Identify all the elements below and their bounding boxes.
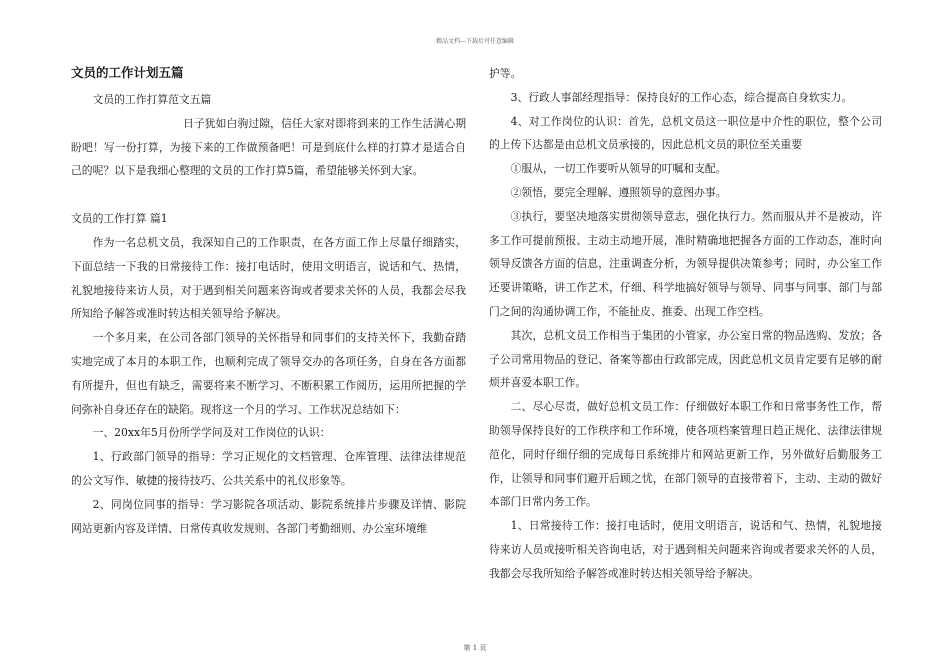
intro-paragraph: 日子犹如白驹过隙，信任大家对即将到来的工作生活满心期盼吧！写一份打算，为接下来的工作做预备吧！可是到底什么样的打算才是适合自己的呢？以下是我细心整理的文员的工作打算5篇，希望能够关怀到大家。 xyxy=(71,116,466,178)
body-paragraph: 其次，总机文员工作相当于集团的小管家，办公室日常的物品选购、发放；各子公司常用物品的登记、备案等都由行政部完成，因此总机文员肯定要有足够的耐烦并喜爱本职工作。 xyxy=(489,328,882,390)
body-paragraph: 护等。 xyxy=(489,67,522,80)
body-paragraph: 一、20xx年5月份所学学问及对工作岗位的认识： xyxy=(92,426,331,440)
list-item: ①服从，一切工作要听从领导的叮嘱和支配。 xyxy=(510,162,727,176)
body-paragraph: 4、对工作岗位的认识：首先，总机文员这一职位是中介性的职位，整个公司的上传下达都是由总机文员承接的，因此总机文员的职位至关重要 xyxy=(489,114,882,152)
section-heading: 文员的工作打算 篇1 xyxy=(71,212,168,226)
body-paragraph: 二、尽心尽责，做好总机文员工作：仔细做好本职工作和日常事务性工作，帮助领导保持良好的工作秩序和工作环境，使各项档案管理日趋正规化、法律法律规范化，同时仔细仔细的完成每日系统排片和网站更新工作，另外做好后勤服务工作，让领导和同事们避开后顾之忧，在部门领导的直接带着下，主动、主动的做好本部门日常内务工作。 xyxy=(489,400,882,509)
body-paragraph: 3、行政人事部经理指导：保持良好的工作心态，综合提高自身软实力。 xyxy=(510,90,853,104)
list-item: ③执行，要坚决地落实贯彻领导意志，强化执行力。然而服从并不是被动，许多工作可提前预报、主动主动地开展，准时精确地把握各方面的工作动态，准时向领导反馈各方面的信息，注重调查分析，为领导提供决策参考；同时，办公室工作还要讲策略，讲工作艺术，仔细、科学地搞好领导与领导、同事与同事、部门与部门之间的沟通协调工作，不能扯皮、推委、出现工作空档。 xyxy=(489,209,882,318)
left-column xyxy=(71,62,466,540)
page-header: 精品文档---下载后可任意编辑 xyxy=(435,38,515,45)
right-column xyxy=(489,62,882,586)
body-paragraph: 作为一名总机文员，我深知自己的工作职责，在各方面工作上尽量仔细踏实，下面总结一下我的日常接待工作：接打电话时，使用文明语言，说话和气、热情，礼貌地接待来访人员，对于遇到相关问题来咨询或者要求关怀的人员，我都会尽我所知给予解答或准时转达相关领导给予解决。 xyxy=(71,235,466,321)
document-title: 文员的工作计划五篇 xyxy=(71,65,184,80)
page-number: 第 1 页 xyxy=(463,644,487,652)
subtitle-paragraph: 文员的工作打算范文五篇 xyxy=(92,93,212,106)
body-paragraph: 一个多月来，在公司各部门领导的关怀指导和同事们的支持关怀下，我勤奋踏实地完成了本月的本职工作，也顺利完成了领导交办的各项任务，自身在各方面都有所提升，但也有缺乏，需要将来不断学习、不断积累工作阅历，运用所把握的学问弥补自身还存在的缺陷。现将这一个月的学习、工作状况总结如下： xyxy=(71,331,466,416)
list-item: ②领悟，要完全理解、遵照领导的意图办事。 xyxy=(510,185,727,199)
body-paragraph: 1、行政部门领导的指导：学习正规化的文档管理、仓库管理、法律法律规范的公文写作、敏捷的接待技巧、公共关系中的礼仪形象等。 xyxy=(71,450,466,487)
paragraph-gap xyxy=(71,183,466,207)
body-paragraph: 2、同岗位同事的指导：学习影院各项活动、影院系统排片步骤及详情、影院网站更新内容及详情、日常传真收发规则、各部门考勤细则、办公室环境维 xyxy=(71,497,466,535)
body-paragraph: 1、日常接待工作：接打电话时，使用文明语言，说话和气、热情，礼貌地接待来访人员或接听相关咨询电话，对于遇到相关问题来咨询或者要求关怀的人员，我都会尽我所知给予解答或准时转达相关领导给予解决。 xyxy=(489,519,882,580)
